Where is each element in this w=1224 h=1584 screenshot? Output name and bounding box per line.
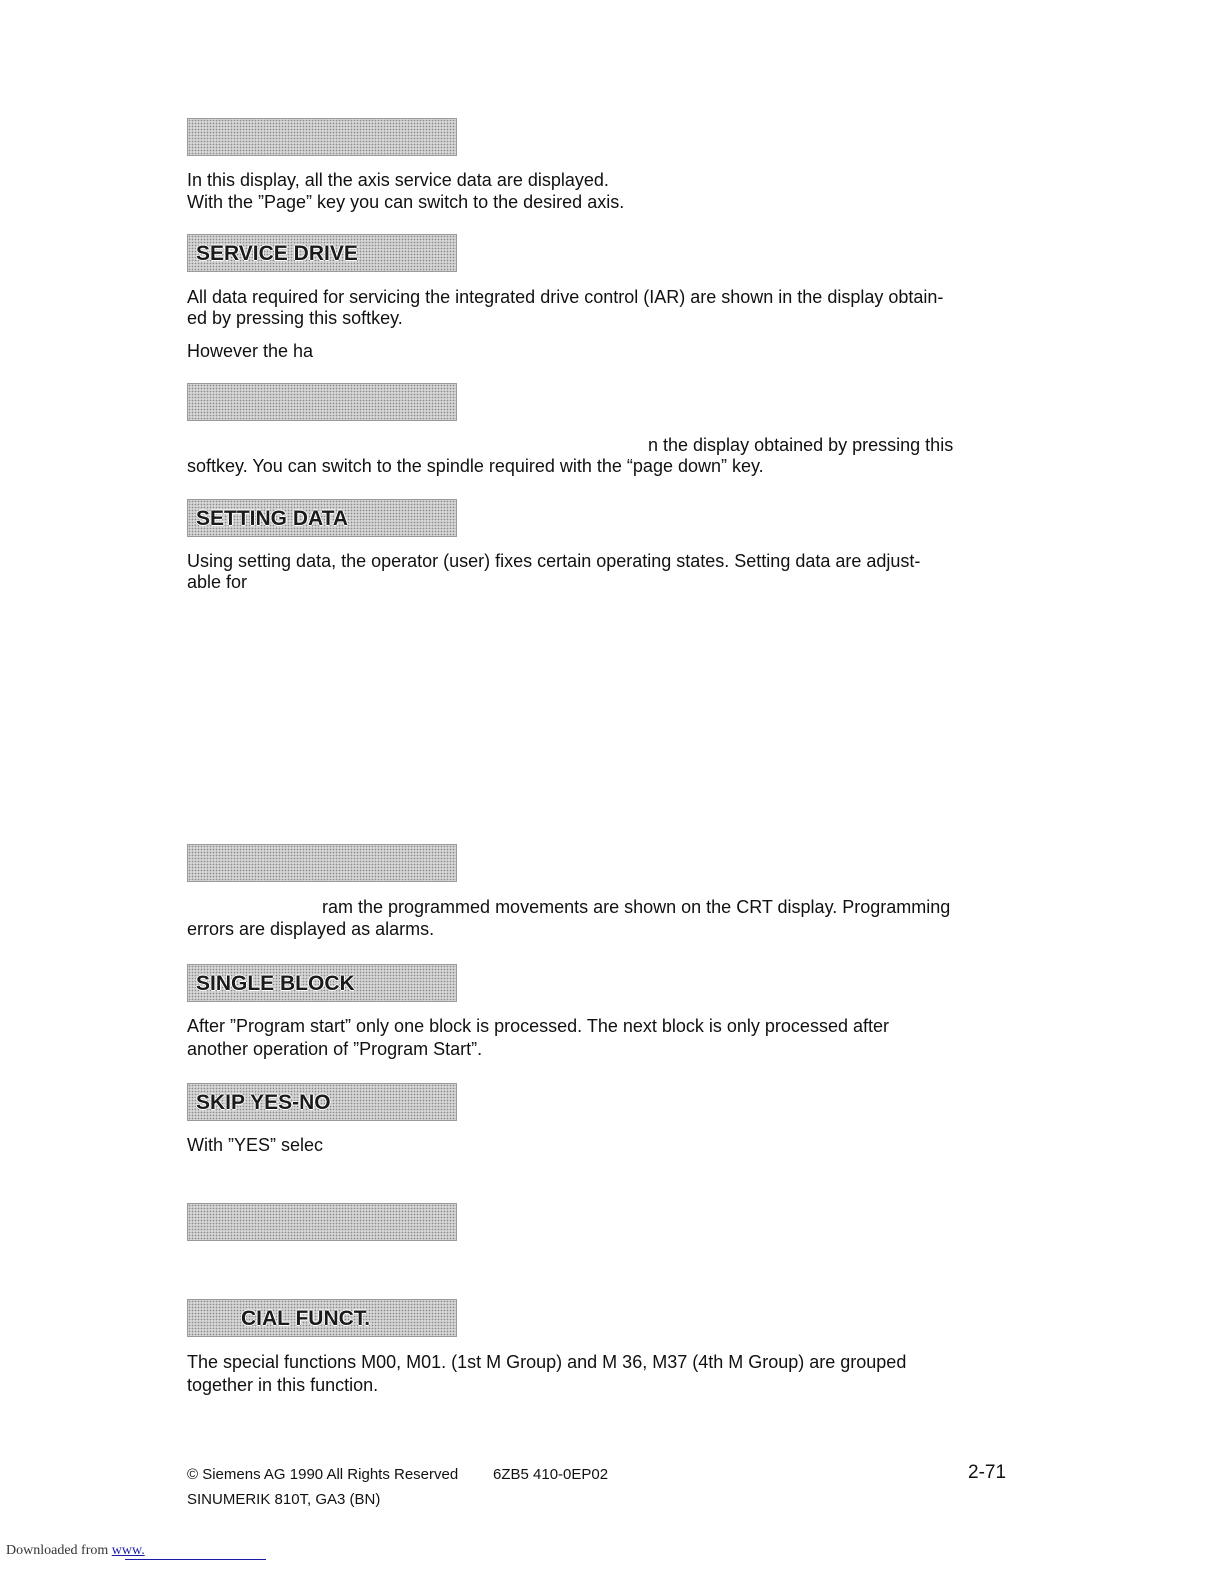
paragraph-line: With ”YES” selec (187, 1135, 324, 1155)
paragraph-line: together in this function. (187, 1375, 379, 1395)
softkey-single-block: SINGLE BLOCK (187, 964, 457, 1002)
download-link[interactable]: www. (111, 1543, 145, 1558)
paragraph-line: softkey. You can switch to the spindle required with the “page down” key. (187, 456, 764, 476)
paragraph-line: ed by pressing this softkey. (187, 308, 403, 328)
softkey-blank-1 (187, 118, 457, 156)
softkey-blank-3 (187, 844, 457, 882)
softkey-setting-data: SETTING DATA (187, 499, 457, 537)
paragraph-line: In this display, all the axis service data are displayed. (187, 170, 609, 190)
paragraph-line: With the ”Page” key you can switch to the desired axis. (187, 192, 625, 212)
footer-order-number: 6ZB5 410-0EP02 (493, 1466, 609, 1483)
paragraph-line: another operation of ”Program Start”. (187, 1039, 483, 1059)
softkey-blank-4 (187, 1203, 457, 1241)
download-link-underline (125, 1559, 266, 1560)
paragraph-line: Using setting data, the operator (user) fixes certain operating states. Setting data are adjust- (187, 551, 921, 571)
paragraph-line: ram the programmed movements are shown on the CRT display. Programming (322, 897, 951, 917)
paragraph-line: The special functions M00, M01. (1st M Group) and M 36, M37 (4th M Group) are grouped (187, 1352, 907, 1372)
footer-product: SINUMERIK 810T, GA3 (BN) (187, 1491, 381, 1508)
paragraph-line: errors are displayed as alarms. (187, 919, 435, 939)
softkey-service-drive: SERVICE DRIVE (187, 234, 457, 272)
download-label: Downloaded from (6, 1543, 109, 1558)
download-note (6, 1543, 145, 1559)
paragraph-line: However the ha (187, 341, 314, 361)
paragraph-line: able for (187, 572, 248, 592)
paragraph-line: After ”Program start” only one block is processed. The next block is only processed after (187, 1016, 889, 1036)
softkey-special-funct: CIAL FUNCT. (187, 1299, 457, 1337)
softkey-skip-yes-no: SKIP YES-NO (187, 1083, 457, 1121)
softkey-blank-2 (187, 383, 457, 421)
paragraph-line: All data required for servicing the integrated drive control (IAR) are shown in the display obtain- (187, 287, 944, 307)
footer-copyright: © Siemens AG 1990 All Rights Reserved (187, 1466, 459, 1483)
page-number: 2-71 (968, 1462, 1007, 1483)
paragraph-line: n the display obtained by pressing this (648, 435, 954, 455)
